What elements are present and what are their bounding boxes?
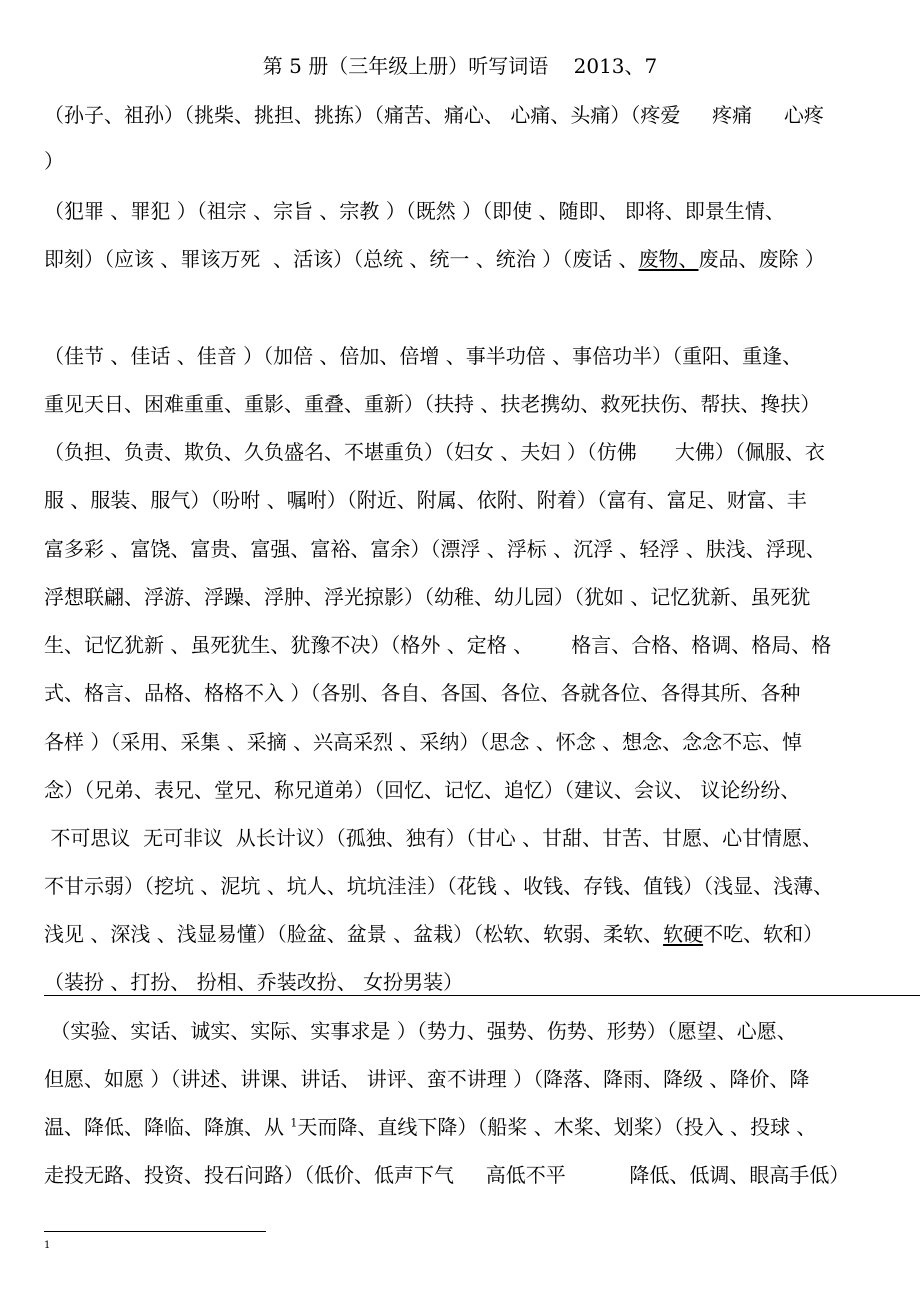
text-line: （佳节 、佳话 、佳音 ）（加倍 、倍加、倍增 、事半功倍 、事倍功半）（重阳、重逢、 xyxy=(44,344,803,368)
text-segment: 温、降低、降临、降旗、从 xyxy=(44,1115,291,1139)
footnote-divider xyxy=(44,1231,266,1232)
text-segment: 不吃、软和） xyxy=(703,922,824,946)
underlined-text: 废物、 xyxy=(638,247,699,271)
text-line xyxy=(44,1113,816,1141)
text-line: 不甘示弱）（挖坑 、泥坑 、坑人、坑坑洼洼）（花钱 、收钱、存钱、值钱）（浅显、浅薄、 xyxy=(44,874,834,898)
text-line: （实验、实话、诚实、实际、实事求是 ）（势力、强势、伤势、形势）（愿望、心愿、 xyxy=(44,1019,797,1043)
text-segment: 天而降、直线下降）（船桨 、木桨、划桨）（投入 、投球 、 xyxy=(297,1115,817,1139)
text-line: （犯罪 、罪犯 ）（祖宗 、宗旨 、宗教 ）（既然 ）（即使 、随即、 即将、即景生情、 xyxy=(44,199,785,223)
text-segment: 废品、废除 ） xyxy=(698,247,825,271)
text-line: 但愿、如愿 ）（讲述、讲课、讲话、 讲评、蛮不讲理 ）（降落、降雨、降级 、降价、降 xyxy=(44,1067,810,1091)
text-line: 走投无路、投资、投石问路）（低价、低声下气 高低不平 降低、低调、眼高手低） xyxy=(44,1163,850,1187)
text-line: 各样 ）（采用、采集 、采摘 、兴高采烈 、采纳）（思念 、怀念 、想念、念念不忘、悼 xyxy=(44,730,803,754)
footnote-mark: 1 xyxy=(44,1240,51,1251)
page-title: 第 5 册（三年级上册）听写词语 2013、7 xyxy=(262,54,658,78)
text-line xyxy=(44,920,823,948)
text-line: 生、记忆犹新 、虽死犹生、犹豫不决）（格外 、定格 、 格言、合格、格调、格局、格 xyxy=(44,633,832,657)
text-line xyxy=(44,245,825,273)
text-line: （负担、负责、欺负、久负盛名、不堪重负）（妇女 、夫妇 ）（仿佛 大佛）（佩服、衣 xyxy=(44,440,825,464)
section-divider xyxy=(44,995,920,996)
text-segment: 即刻）（应该 、罪该万死 、活该）（总统 、统一 、统治 ）（废话 、 xyxy=(44,247,639,271)
text-line: 富多彩 、富饶、富贵、富强、富裕、富余）（漂浮 、浮标 、沉浮 、轻浮 、肤浅、浮现、 xyxy=(44,537,826,561)
text-line: ） xyxy=(44,149,64,173)
text-segment: 浅见 、深浅 、浅显易懂）（脸盆、盆景 、盆栽）（松软、软弱、柔软、 xyxy=(44,922,664,946)
footnote-reference[interactable]: 1 xyxy=(290,1116,298,1130)
text-line: （孙子、祖孙）（挑柴、挑担、挑拣）（痛苦、痛心、 心痛、头痛）（疼爱 疼痛 心疼 xyxy=(44,103,824,127)
text-line: 浮想联翩、浮游、浮躁、浮肿、浮光掠影）（幼稚、幼儿园）（犹如 、记忆犹新、虽死犹 xyxy=(44,585,811,609)
text-line: 服 、服装、服气）（吩咐 、嘱咐）（附近、附属、依附、附着）（富有、富足、财富、丰 xyxy=(44,488,807,512)
text-line: 不可思议 无可非议 从长计议）（孤独、独有）（甘心 、甘甜、甘苦、甘愿、心甘情愿、 xyxy=(44,826,823,850)
text-line: 念）（兄弟、表兄、堂兄、称兄道弟）（回忆、记忆、追忆）（建议、会议、 议论纷纷、 xyxy=(44,778,801,802)
text-line: （装扮 、打扮、 扮相、乔装改扮、 女扮男装） xyxy=(44,970,464,994)
text-line: 重见天日、困难重重、重影、重叠、重新）（扶持 、扶老携幼、救死扶伤、帮扶、搀扶） xyxy=(44,392,821,416)
underlined-text: 软硬 xyxy=(663,922,704,946)
text-line: 式、格言、品格、格格不入 ）（各别、各自、各国、各位、各就各位、各得其所、各种 xyxy=(44,681,801,705)
